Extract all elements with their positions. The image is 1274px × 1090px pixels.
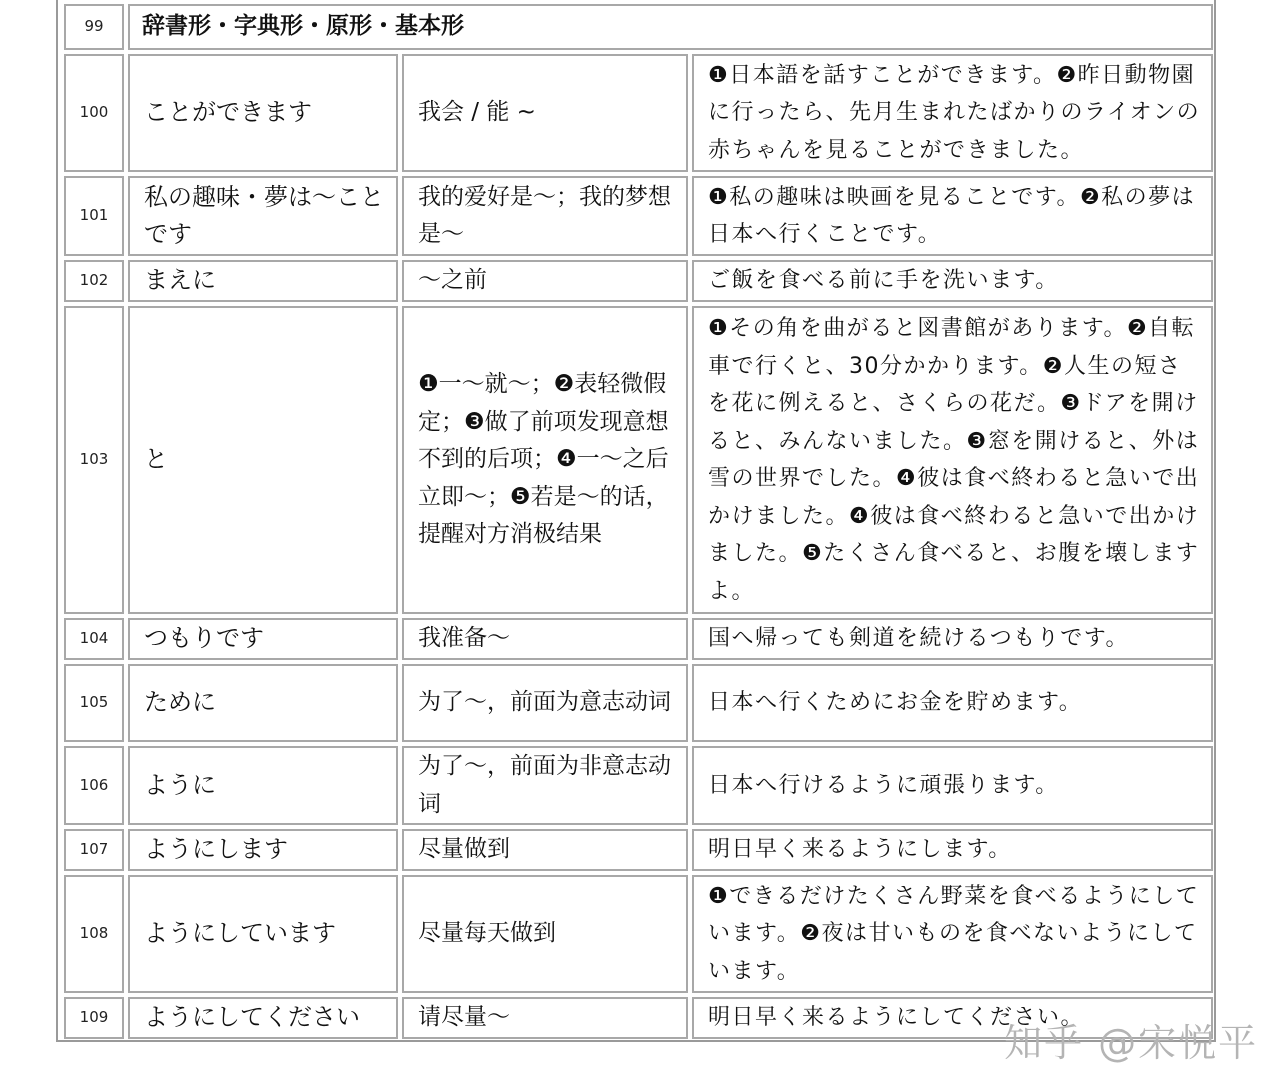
example-sentence: 日本へ行くためにお金を貯めます。 bbox=[692, 664, 1213, 742]
table-row bbox=[64, 829, 1213, 871]
row-number: 102 bbox=[64, 260, 124, 302]
grammar-pattern: ことができます bbox=[128, 54, 398, 172]
row-number: 105 bbox=[64, 664, 124, 742]
chinese-meaning: 我准备～ bbox=[402, 618, 688, 660]
grammar-pattern: ようにしてください bbox=[128, 997, 398, 1039]
table-row bbox=[64, 664, 1213, 742]
chinese-meaning: 尽量做到 bbox=[402, 829, 688, 871]
row-number: 109 bbox=[64, 997, 124, 1039]
table-row bbox=[64, 176, 1213, 256]
chinese-meaning: 请尽量～ bbox=[402, 997, 688, 1039]
example-sentence: ❶私の趣味は映画を見ることです。❷私の夢は日本へ行くことです。 bbox=[692, 176, 1213, 256]
grammar-pattern: 私の趣味・夢は～ことです bbox=[128, 176, 398, 256]
row-number: 103 bbox=[64, 306, 124, 614]
example-sentence: ご飯を食べる前に手を洗います。 bbox=[692, 260, 1213, 302]
row-number: 107 bbox=[64, 829, 124, 871]
chinese-meaning: 尽量每天做到 bbox=[402, 875, 688, 993]
example-sentence: 国へ帰っても剣道を続けるつもりです。 bbox=[692, 618, 1213, 660]
row-number: 106 bbox=[64, 746, 124, 825]
row-number: 99 bbox=[64, 4, 124, 50]
table-row bbox=[64, 746, 1213, 825]
example-sentence: 明日早く来るようにしてください。 bbox=[692, 997, 1213, 1039]
table-row bbox=[64, 260, 1213, 302]
table-row bbox=[64, 997, 1213, 1039]
grammar-pattern: つもりです bbox=[128, 618, 398, 660]
grammar-pattern: ようにします bbox=[128, 829, 398, 871]
table-row bbox=[64, 618, 1213, 660]
example-sentence: 明日早く来るようにします。 bbox=[692, 829, 1213, 871]
grammar-pattern: ために bbox=[128, 664, 398, 742]
chinese-meaning: ❶一～就～；❷表轻微假定；❸做了前项发现意想不到的后项；❹一～之后立即～；❺若是～的话，提醒对方消极结果 bbox=[402, 306, 688, 614]
example-sentence: ❶日本語を話すことができます。❷昨日動物園に行ったら、先月生まれたばかりのライオンの赤ちゃんを見ることができました。 bbox=[692, 54, 1213, 172]
example-sentence: 日本へ行けるように頑張ります。 bbox=[692, 746, 1213, 825]
section-title: 辞書形・字典形・原形・基本形 bbox=[128, 4, 1213, 50]
chinese-meaning: 为了～，前面为非意志动词 bbox=[402, 746, 688, 825]
chinese-meaning: 为了～，前面为意志动词 bbox=[402, 664, 688, 742]
row-number: 104 bbox=[64, 618, 124, 660]
table-header-row bbox=[64, 4, 1213, 50]
row-number: 100 bbox=[64, 54, 124, 172]
table-row bbox=[64, 306, 1213, 614]
row-number: 101 bbox=[64, 176, 124, 256]
chinese-meaning: ～之前 bbox=[402, 260, 688, 302]
row-number: 108 bbox=[64, 875, 124, 993]
chinese-meaning: 我会 / 能 ~ bbox=[402, 54, 688, 172]
example-sentence: ❶その角を曲がると図書館があります。❷自転車で行くと、30分かかります。❷人生の短さを花に例えると、さくらの花だ。❸ドアを開けると、みんないました。❸窓を開けると、外は雪の世界でした。❹彼は食べ終わると急いで出かけました。❹彼は食べ終わると急いで出かけました。❺たくさん食べると、お腹を壊しますよ。 bbox=[692, 306, 1213, 614]
grammar-pattern: と bbox=[128, 306, 398, 614]
table-row bbox=[64, 54, 1213, 172]
grammar-pattern: ように bbox=[128, 746, 398, 825]
watermark: 知乎 @宋悦平 bbox=[1004, 1021, 1259, 1065]
grammar-pattern: ようにしています bbox=[128, 875, 398, 993]
table-row bbox=[64, 875, 1213, 993]
grammar-pattern: まえに bbox=[128, 260, 398, 302]
grammar-table bbox=[60, 0, 1217, 1043]
chinese-meaning: 我的爱好是～；我的梦想是～ bbox=[402, 176, 688, 256]
example-sentence: ❶できるだけたくさん野菜を食べるようにしています。❷夜は甘いものを食べないようにしています。 bbox=[692, 875, 1213, 993]
